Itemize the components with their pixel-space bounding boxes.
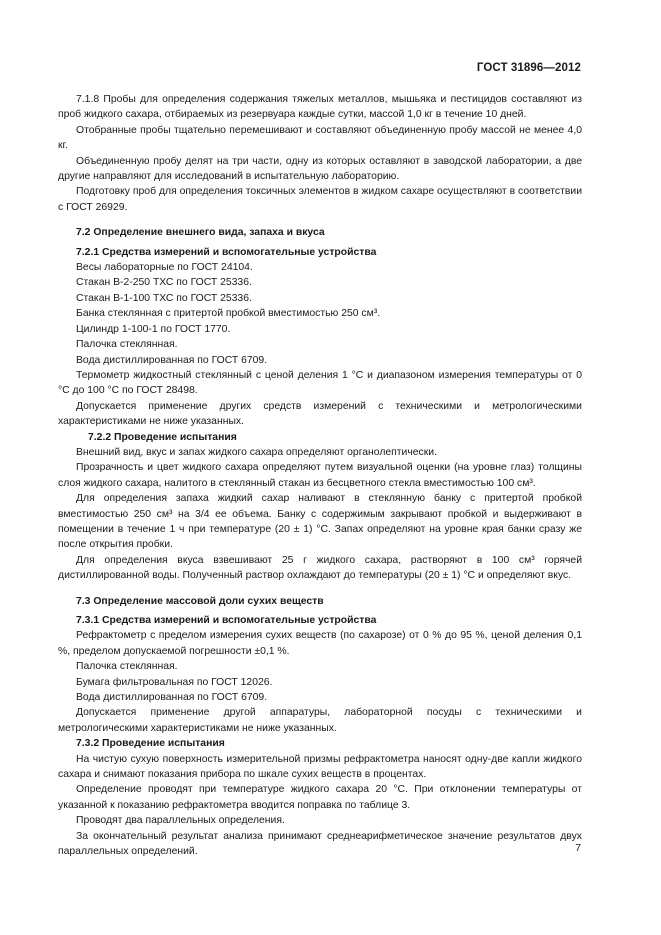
- paragraph: Отобранные пробы тщательно перемешивают и составляют объединенную пробу массой не менее 4,0 кг.: [58, 124, 582, 152]
- paragraph: Цилиндр 1-100-1 по ГОСТ 1770.: [76, 323, 231, 335]
- document-header-code: ГОСТ 31896—2012: [476, 62, 581, 74]
- paragraph: На чистую сухую поверхность измерительной призмы рефрактометра наносят одну-две капли жидкого сахара и снимают показания прибора по шкале сухих веществ в процентах.: [58, 753, 582, 781]
- paragraph: Банка стеклянная с притертой пробкой вместимостью 250 см³.: [76, 308, 381, 320]
- paragraph: Бумага фильтровальная по ГОСТ 12026.: [76, 676, 273, 688]
- section-heading: 7.2 Определение внешнего вида, запаха и вкуса: [76, 227, 325, 239]
- paragraph: Палочка стеклянная.: [76, 661, 178, 673]
- subsection-heading: 7.3.1 Средства измерений и вспомогательные устройства: [76, 615, 377, 626]
- paragraph: Допускается применение других средств измерений с техническими и метрологическими характеристиками не ниже указанных.: [58, 400, 582, 428]
- subsection-heading: 7.3.2 Проведение испытания: [76, 738, 225, 750]
- paragraph: Объединенную пробу делят на три части, одну из которых оставляют в заводской лаборатории, а две другие направляют для исследований в испытательную лабораторию.: [58, 155, 582, 183]
- paragraph: 7.1.8 Пробы для определения содержания тяжелых металлов, мышьяка и пестицидов составляют из проб жидкого сахара, отбираемых из резервуара каждые сутки, массой 1,0 кг в течение 10 дней.: [58, 94, 582, 121]
- page-number: 7: [575, 843, 581, 854]
- paragraph: Прозрачность и цвет жидкого сахара определяют путем визуальной оценки (на уровне глаз) толщины слоя жидкого сахара, налитого в стеклянный стакан из бесцветного стекла вместимостью 100 см³.: [58, 462, 582, 489]
- document-body: [58, 92, 582, 860]
- paragraph: Допускается применение другой аппаратуры, лабораторной посуды с техническими и метрологическими характеристиками не ниже указанных.: [58, 707, 582, 734]
- paragraph: Стакан В-2-250 ТХС по ГОСТ 25336.: [76, 277, 252, 289]
- paragraph: Весы лабораторные по ГОСТ 24104.: [76, 262, 253, 274]
- paragraph: Проводят два параллельных определения.: [76, 815, 285, 827]
- paragraph: Для определения вкуса взвешивают 25 г жидкого сахара, растворяют в 100 см³ горячей дистиллированной воды. Полученный раствор охлаждают до температуры (20 ± 1) °С и определяют вкус.: [58, 554, 582, 582]
- subsection-heading: 7.2.1 Средства измерений и вспомогательные устройства: [76, 246, 377, 258]
- subsection-heading: 7.2.2 Проведение испытания: [88, 431, 237, 443]
- paragraph: Термометр жидкостный стеклянный с ценой деления 1 °С и диапазоном измерения температуры от 0 °С до 100 °С по ГОСТ 28498.: [58, 369, 582, 397]
- paragraph: Стакан В-1-100 ТХС по ГОСТ 25336.: [76, 292, 252, 304]
- paragraph: Подготовку проб для определения токсичных элементов в жидком сахаре осуществляют в соответствии с ГОСТ 26929.: [58, 186, 582, 213]
- section-heading: 7.3 Определение массовой доли сухих веществ: [76, 595, 324, 607]
- paragraph: Рефрактометр с пределом измерения сухих веществ (по сахарозе) от 0 % до 95 %, ценой деления 0,1 %, пределом допускаемой погрешности ±0,1 %.: [58, 630, 582, 657]
- paragraph: Палочка стеклянная.: [76, 339, 178, 351]
- paragraph: Вода дистиллированная по ГОСТ 6709.: [76, 692, 268, 704]
- paragraph: Определение проводят при температуре жидкого сахара 20 °С. При отклонении температуры от указанной к показанию рефрактометра вводится поправка по таблице 3.: [58, 784, 582, 811]
- paragraph: Внешний вид, вкус и запах жидкого сахара определяют органолептически.: [76, 446, 437, 458]
- paragraph: Для определения запаха жидкий сахар наливают в стеклянную банку с притертой пробкой вместимостью 250 см³ на 3/4 ее объема. Банку с содержимым закрывают пробкой и выдерживают в помещении в течение 1 ч при температуре (20 ± 1) °С. Запах определяют на уровне края банки сразу же после открытия пробки.: [58, 493, 582, 551]
- paragraph: За окончательный результат анализа принимают среднеарифметическое значение результатов двух параллельных определений.: [58, 830, 582, 858]
- paragraph: Вода дистиллированная по ГОСТ 6709.: [76, 354, 268, 366]
